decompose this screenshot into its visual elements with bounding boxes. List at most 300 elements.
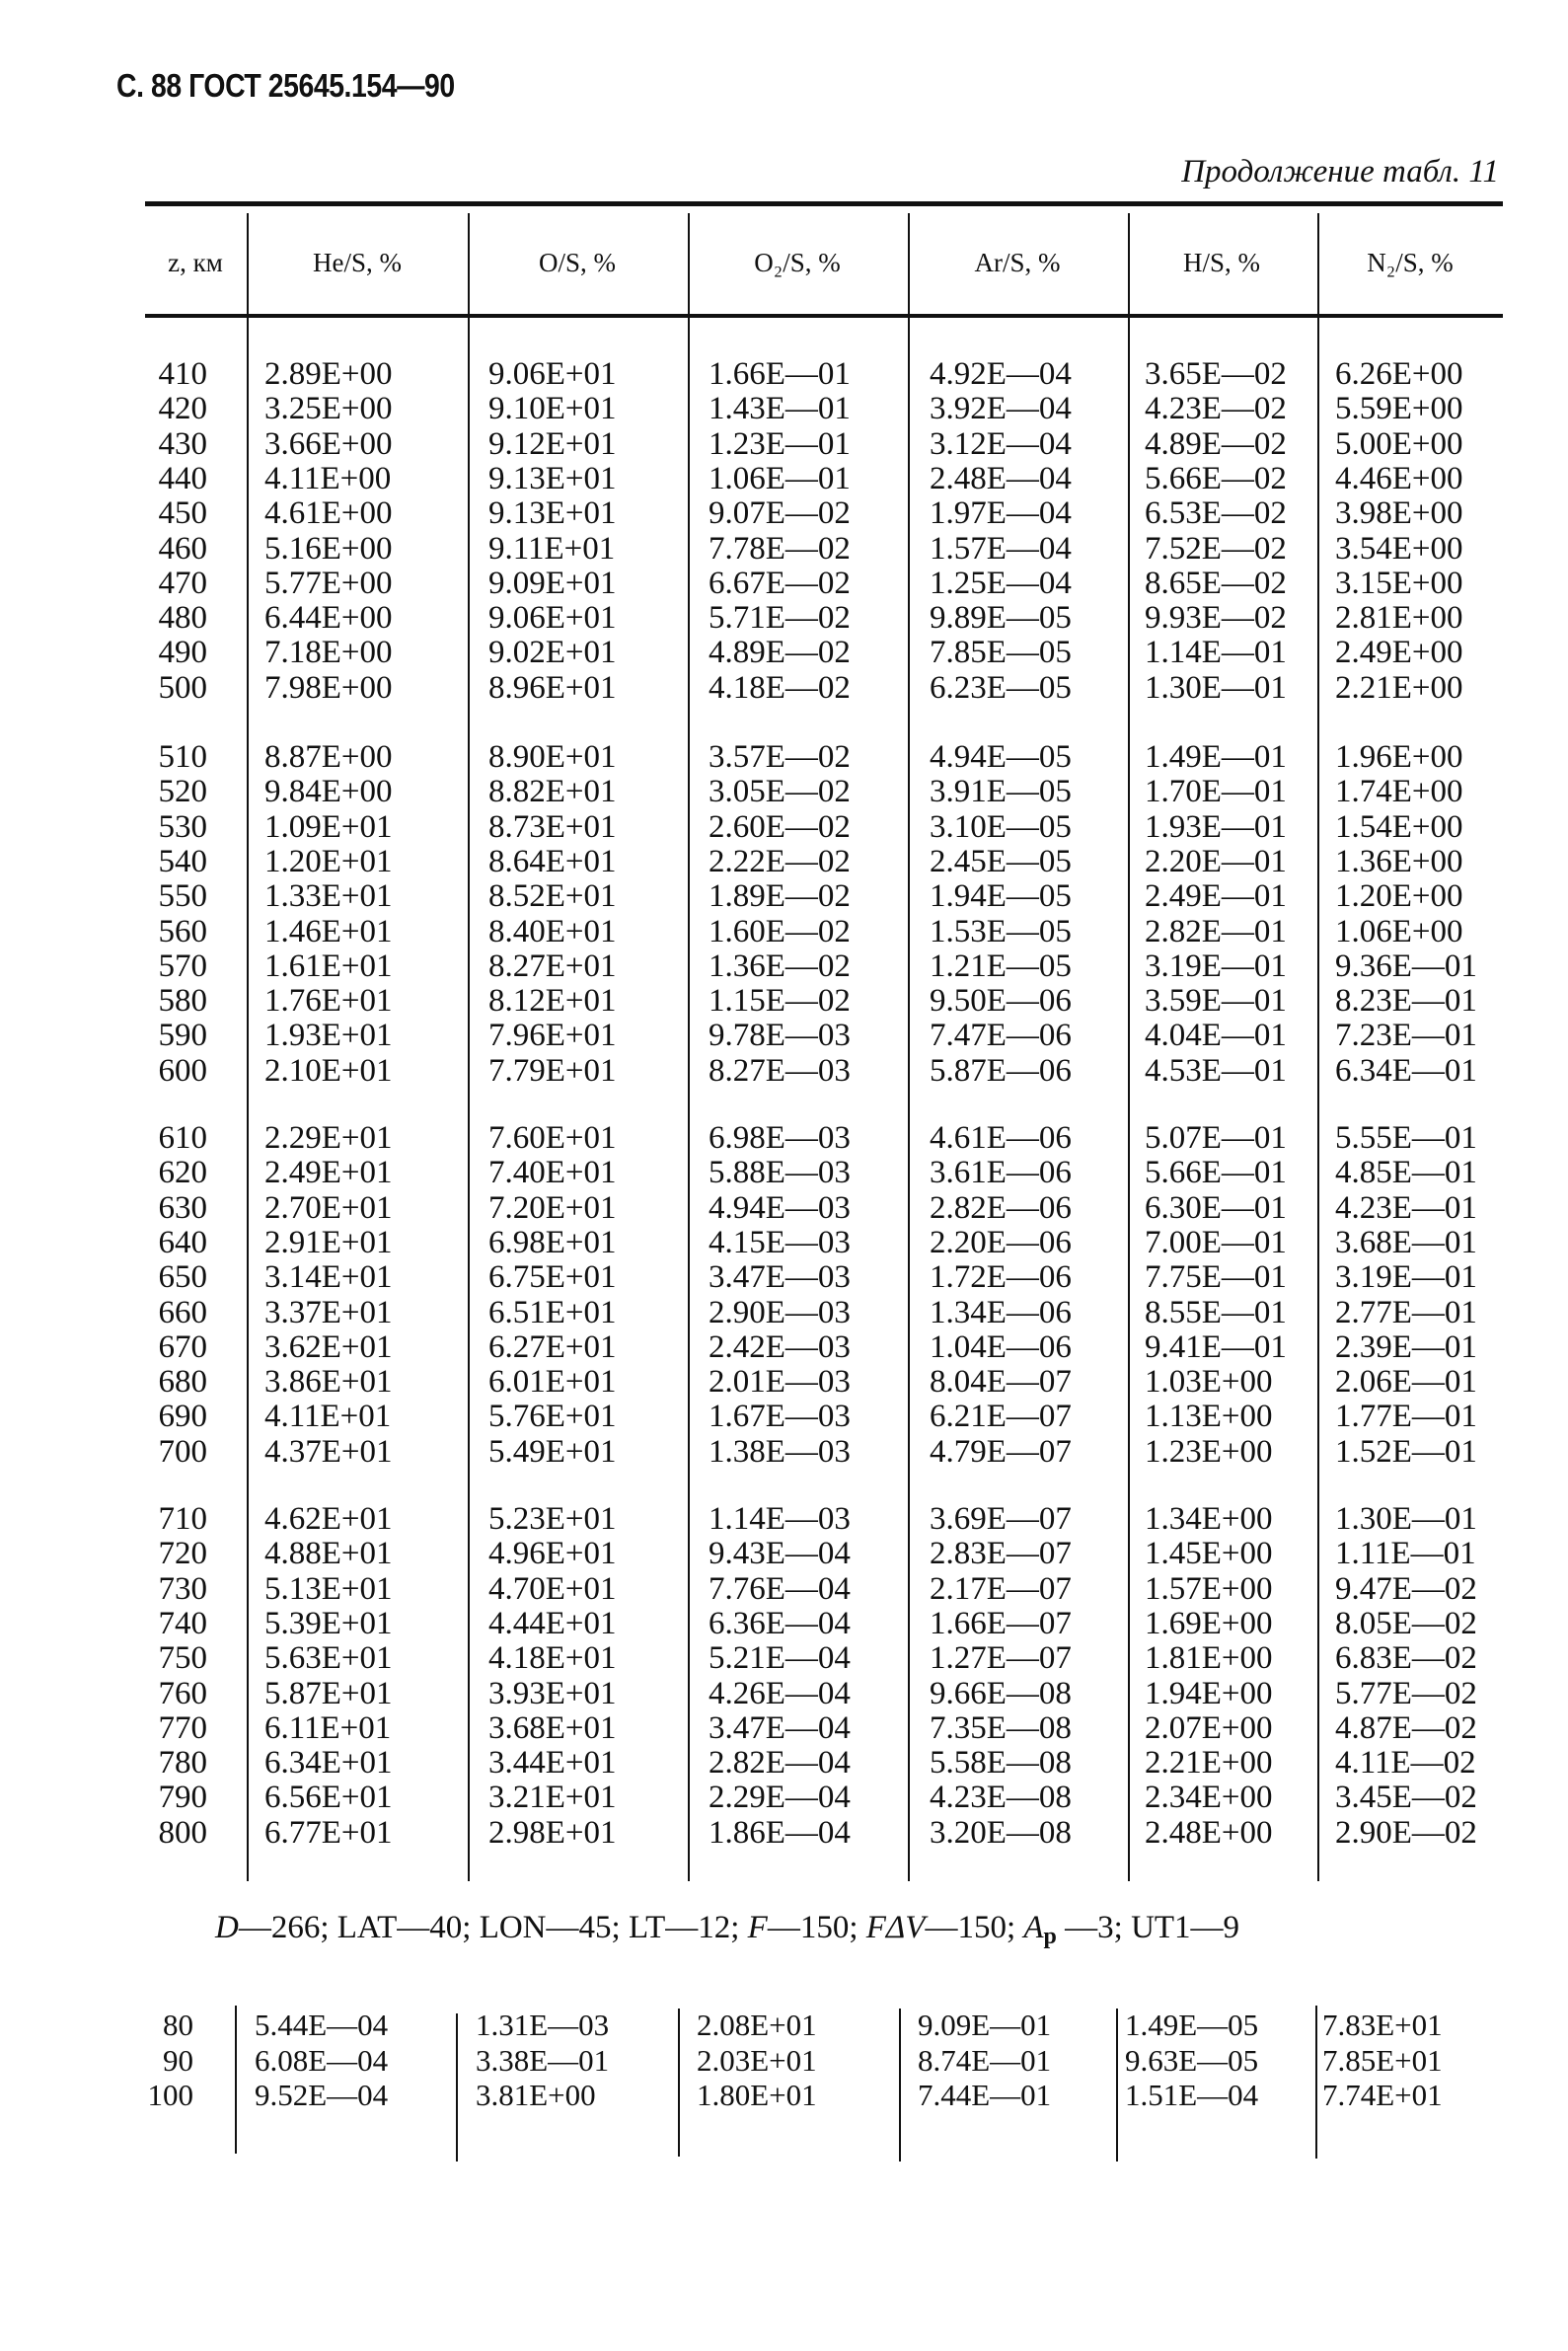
- cell-z: 470: [158, 565, 207, 601]
- cell-he: 1.20E+01: [264, 843, 393, 879]
- table-row: [0, 949, 1568, 984]
- cell-z: 690: [158, 1399, 207, 1435]
- cell-n2: 2.49E+00: [1335, 635, 1463, 671]
- cell-he: 4.11E+00: [264, 460, 392, 496]
- table-row: [0, 1677, 1568, 1711]
- cell-ar: 6.21E—07: [930, 1399, 1072, 1435]
- cell-h: 1.51E—04: [1125, 2078, 1259, 2112]
- cell-ar: 7.85E—05: [930, 635, 1072, 671]
- table-row: [0, 810, 1568, 845]
- cell-n2: 4.11E—02: [1335, 1745, 1476, 1782]
- cell-he: 9.84E+00: [264, 774, 393, 810]
- cell-z: 640: [158, 1224, 207, 1260]
- table-row: [0, 1607, 1568, 1641]
- cell-n2: 3.68E—01: [1335, 1224, 1477, 1260]
- cell-he: 5.16E+00: [264, 530, 393, 567]
- cell-he: 4.62E+01: [264, 1501, 393, 1537]
- cell-n2: 7.74E+01: [1322, 2078, 1443, 2112]
- cell-o: 4.96E+01: [488, 1536, 617, 1572]
- cell-h: 1.70E—01: [1145, 774, 1287, 810]
- cell-z: 480: [158, 600, 207, 637]
- cell-he: 6.08E—04: [255, 2042, 389, 2078]
- column-header-he: He/S, %: [313, 247, 402, 277]
- table-row: [0, 1781, 1568, 1815]
- cond-ap-sub: p: [1043, 1924, 1057, 1949]
- cell-he: 7.18E+00: [264, 635, 393, 671]
- cell-z: 550: [158, 878, 207, 915]
- cell-z: 440: [158, 460, 207, 496]
- cell-ar: 1.21E—05: [930, 948, 1072, 984]
- column-header-ar: Ar/S, %: [974, 247, 1061, 277]
- cell-z: 660: [158, 1294, 207, 1330]
- cell-ar: 2.83E—07: [930, 1536, 1072, 1572]
- table-row: [0, 1711, 1568, 1746]
- cell-o: 3.68E+01: [488, 1709, 617, 1746]
- cell-z: 590: [158, 1018, 207, 1054]
- table-row: [0, 1572, 1568, 1607]
- cell-ar: 3.61E—06: [930, 1155, 1072, 1191]
- table-row: [0, 567, 1568, 601]
- table-row: [0, 2078, 1568, 2112]
- cell-ar: 6.23E—05: [930, 669, 1072, 706]
- cell-o: 9.12E+01: [488, 425, 617, 462]
- cell-o: 4.70E+01: [488, 1570, 617, 1607]
- cell-he: 3.86E+01: [264, 1364, 393, 1401]
- cell-o2: 1.36E—02: [709, 948, 851, 984]
- cell-ar: 4.92E—04: [930, 356, 1072, 392]
- cell-he: 7.98E+00: [264, 669, 393, 706]
- cell-o2: 3.47E—03: [709, 1259, 851, 1296]
- cell-ar: 1.25E—04: [930, 565, 1072, 601]
- cell-o2: 1.15E—02: [709, 983, 851, 1020]
- table-row: [0, 1435, 1568, 1470]
- cell-h: 2.82E—01: [1145, 913, 1287, 949]
- cell-h: 1.49E—05: [1125, 2008, 1259, 2042]
- cell-ar: 3.12E—04: [930, 425, 1072, 462]
- cell-ar: 1.27E—07: [930, 1640, 1072, 1677]
- cell-z: 650: [158, 1259, 207, 1296]
- table-row: [0, 601, 1568, 636]
- cell-h: 2.20E—01: [1145, 843, 1287, 879]
- cell-h: 5.66E—01: [1145, 1155, 1287, 1191]
- cell-he: 6.44E+00: [264, 600, 393, 637]
- cell-n2: 5.00E+00: [1335, 425, 1463, 462]
- cell-ar: 3.10E—05: [930, 808, 1072, 845]
- cell-o: 9.06E+01: [488, 600, 617, 637]
- cell-n2: 1.96E+00: [1335, 739, 1463, 775]
- cell-z: 420: [158, 391, 207, 427]
- cell-o: 4.18E+01: [488, 1640, 617, 1677]
- cell-z: 490: [158, 635, 207, 671]
- cell-n2: 3.54E+00: [1335, 530, 1463, 567]
- table-row: [0, 1260, 1568, 1295]
- cell-o2: 2.29E—04: [709, 1780, 851, 1816]
- cell-he: 4.88E+01: [264, 1536, 393, 1572]
- cell-z: 780: [158, 1745, 207, 1782]
- cell-o2: 1.89E—02: [709, 878, 851, 915]
- cell-h: 1.69E+00: [1145, 1605, 1273, 1641]
- cell-o2: 1.43E—01: [709, 391, 851, 427]
- cell-o2: 5.88E—03: [709, 1155, 851, 1191]
- cell-he: 3.66E+00: [264, 425, 393, 462]
- cell-z: 710: [158, 1501, 207, 1537]
- table-row: [0, 1330, 1568, 1365]
- cell-o2: 2.03E+01: [697, 2042, 817, 2078]
- cell-h: 1.23E+00: [1145, 1433, 1273, 1470]
- table-row: [0, 775, 1568, 809]
- cond-ut: UT1—9: [1131, 1910, 1240, 1945]
- cell-ar: 1.04E—06: [930, 1328, 1072, 1365]
- cell-o: 8.73E+01: [488, 808, 617, 845]
- cell-h: 1.03E+00: [1145, 1364, 1273, 1401]
- cell-o2: 2.42E—03: [709, 1328, 851, 1365]
- cell-o2: 6.67E—02: [709, 565, 851, 601]
- cell-o: 8.27E+01: [488, 948, 617, 984]
- cell-h: 1.45E+00: [1145, 1536, 1273, 1572]
- cell-o: 9.06E+01: [488, 356, 617, 392]
- cell-h: 9.93E—02: [1145, 600, 1287, 637]
- table-row: [0, 1502, 1568, 1537]
- cell-ar: 7.47E—06: [930, 1018, 1072, 1054]
- cell-z: 510: [158, 739, 207, 775]
- cell-h: 1.34E+00: [1145, 1501, 1273, 1537]
- cell-o: 6.98E+01: [488, 1224, 617, 1260]
- cell-o2: 6.36E—04: [709, 1605, 851, 1641]
- cell-o2: 9.07E—02: [709, 495, 851, 532]
- cell-h: 2.21E+00: [1145, 1745, 1273, 1782]
- cell-z: 620: [158, 1155, 207, 1191]
- cell-z: 670: [158, 1328, 207, 1365]
- cell-he: 1.61E+01: [264, 948, 393, 984]
- table-continuation-label: Продолжение табл. 11: [1181, 154, 1499, 190]
- cell-h: 5.07E—01: [1145, 1120, 1287, 1156]
- table-row: [0, 1191, 1568, 1226]
- cell-h: 7.00E—01: [1145, 1224, 1287, 1260]
- cond-lon: LON—45;: [479, 1910, 629, 1945]
- cell-o: 3.21E+01: [488, 1780, 617, 1816]
- cell-he: 4.11E+01: [264, 1399, 392, 1435]
- cell-he: 2.29E+01: [264, 1120, 393, 1156]
- table-row: [0, 1226, 1568, 1260]
- conditions-line: [215, 1910, 1239, 1950]
- cell-z: 100: [147, 2078, 193, 2112]
- cell-he: 8.87E+00: [264, 739, 393, 775]
- cell-o: 2.98E+01: [488, 1814, 617, 1851]
- cell-z: 460: [158, 530, 207, 567]
- cell-h: 4.53E—01: [1145, 1052, 1287, 1089]
- cell-he: 3.37E+01: [264, 1294, 393, 1330]
- cell-h: 9.41E—01: [1145, 1328, 1287, 1365]
- cell-ar: 9.09E—01: [918, 2008, 1052, 2042]
- table-row: [0, 1641, 1568, 1676]
- cell-o2: 1.14E—03: [709, 1501, 851, 1537]
- cell-o: 7.79E+01: [488, 1052, 617, 1089]
- cell-n2: 8.05E—02: [1335, 1605, 1477, 1641]
- cell-n2: 9.47E—02: [1335, 1570, 1477, 1607]
- cell-o2: 4.89E—02: [709, 635, 851, 671]
- cell-o2: 1.60E—02: [709, 913, 851, 949]
- cell-h: 4.23E—02: [1145, 391, 1287, 427]
- cell-n2: 1.36E+00: [1335, 843, 1463, 879]
- cell-o2: 6.98E—03: [709, 1120, 851, 1156]
- table-row: [0, 1121, 1568, 1156]
- cell-o2: 1.66E—01: [709, 356, 851, 392]
- cell-he: 4.61E+00: [264, 495, 393, 532]
- cell-n2: 1.74E+00: [1335, 774, 1463, 810]
- cell-n2: 1.30E—01: [1335, 1501, 1477, 1537]
- cell-o: 9.09E+01: [488, 565, 617, 601]
- cell-o2: 1.06E—01: [709, 460, 851, 496]
- cell-h: 8.55E—01: [1145, 1294, 1287, 1330]
- cell-o2: 1.38E—03: [709, 1433, 851, 1470]
- cell-n2: 1.54E+00: [1335, 808, 1463, 845]
- cell-o2: 5.71E—02: [709, 600, 851, 637]
- cell-n2: 2.06E—01: [1335, 1364, 1477, 1401]
- cell-o: 3.44E+01: [488, 1745, 617, 1782]
- cell-o: 8.96E+01: [488, 669, 617, 706]
- cell-o: 6.51E+01: [488, 1294, 617, 1330]
- cell-ar: 2.20E—06: [930, 1224, 1072, 1260]
- cell-o: 5.49E+01: [488, 1433, 617, 1470]
- cell-ar: 7.35E—08: [930, 1709, 1072, 1746]
- cell-h: 2.34E+00: [1145, 1780, 1273, 1816]
- page-header-title: С. 88 ГОСТ 25645.154—90: [116, 67, 455, 104]
- cell-z: 680: [158, 1364, 207, 1401]
- table-row: [0, 1365, 1568, 1400]
- cell-h: 1.13E+00: [1145, 1399, 1273, 1435]
- cell-n2: 6.83E—02: [1335, 1640, 1477, 1677]
- cell-z: 560: [158, 913, 207, 949]
- cell-n2: 7.23E—01: [1335, 1018, 1477, 1054]
- cell-h: 2.48E+00: [1145, 1814, 1273, 1851]
- cell-o2: 8.27E—03: [709, 1052, 851, 1089]
- cell-ar: 3.91E—05: [930, 774, 1072, 810]
- cond-lat: LAT—40;: [336, 1910, 480, 1945]
- cell-ar: 9.50E—06: [930, 983, 1072, 1020]
- cell-ar: 1.53E—05: [930, 913, 1072, 949]
- cell-o: 3.93E+01: [488, 1675, 617, 1711]
- cell-he: 1.76E+01: [264, 983, 393, 1020]
- cell-ar: 1.94E—05: [930, 878, 1072, 915]
- table-row: [0, 357, 1568, 392]
- cell-n2: 1.52E—01: [1335, 1433, 1477, 1470]
- cell-o: 9.02E+01: [488, 635, 617, 671]
- cell-o2: 2.60E—02: [709, 808, 851, 845]
- table-row: [0, 1156, 1568, 1190]
- table-row: [0, 879, 1568, 914]
- cell-o: 7.20E+01: [488, 1189, 617, 1226]
- table-row: [0, 636, 1568, 670]
- cell-n2: 6.34E—01: [1335, 1052, 1477, 1089]
- cell-n2: 1.77E—01: [1335, 1399, 1477, 1435]
- cell-z: 90: [163, 2042, 193, 2078]
- cell-z: 750: [158, 1640, 207, 1677]
- cell-h: 2.07E+00: [1145, 1709, 1273, 1746]
- cell-ar: 3.92E—04: [930, 391, 1072, 427]
- cell-o2: 9.43E—04: [709, 1536, 851, 1572]
- cell-ar: 4.61E—06: [930, 1120, 1072, 1156]
- cell-he: 2.49E+01: [264, 1155, 393, 1191]
- table-row: [0, 496, 1568, 531]
- table-row: [0, 2043, 1568, 2078]
- cell-ar: 1.34E—06: [930, 1294, 1072, 1330]
- cell-n2: 1.20E+00: [1335, 878, 1463, 915]
- cell-z: 580: [158, 983, 207, 1020]
- cell-n2: 2.39E—01: [1335, 1328, 1477, 1365]
- cell-he: 3.14E+01: [264, 1259, 393, 1296]
- cell-z: 540: [158, 843, 207, 879]
- cell-n2: 7.85E+01: [1322, 2042, 1443, 2078]
- cell-o2: 2.08E+01: [697, 2008, 817, 2042]
- table-row: [0, 1537, 1568, 1571]
- cell-he: 2.89E+00: [264, 356, 393, 392]
- cell-ar: 8.04E—07: [930, 1364, 1072, 1401]
- cond-d-value: —266;: [238, 1910, 337, 1945]
- cell-n2: 9.36E—01: [1335, 948, 1477, 984]
- cell-h: 3.65E—02: [1145, 356, 1287, 392]
- cell-o: 6.27E+01: [488, 1328, 617, 1365]
- cell-n2: 2.90E—02: [1335, 1814, 1477, 1851]
- cell-o2: 4.26E—04: [709, 1675, 851, 1711]
- cell-n2: 7.83E+01: [1322, 2008, 1443, 2042]
- cond-ap-value: —3;: [1056, 1910, 1132, 1945]
- cell-o2: 1.80E+01: [697, 2078, 817, 2112]
- cell-ar: 3.20E—08: [930, 1814, 1072, 1851]
- cell-he: 6.34E+01: [264, 1745, 393, 1782]
- cell-z: 520: [158, 774, 207, 810]
- cell-o2: 4.94E—03: [709, 1189, 851, 1226]
- cell-z: 740: [158, 1605, 207, 1641]
- cell-o: 7.96E+01: [488, 1018, 617, 1054]
- cell-o2: 1.23E—01: [709, 425, 851, 462]
- cell-he: 5.87E+01: [264, 1675, 393, 1711]
- table-row: [0, 1816, 1568, 1851]
- cell-n2: 2.77E—01: [1335, 1294, 1477, 1330]
- table-row: [0, 1054, 1568, 1089]
- table-row: [0, 671, 1568, 706]
- cell-ar: 7.44E—01: [918, 2078, 1052, 2112]
- cell-n2: 4.85E—01: [1335, 1155, 1477, 1191]
- cell-h: 1.81E+00: [1145, 1640, 1273, 1677]
- cell-ar: 8.74E—01: [918, 2042, 1052, 2078]
- cell-ar: 4.23E—08: [930, 1780, 1072, 1816]
- cell-z: 770: [158, 1709, 207, 1746]
- cond-fdv-label: FΔV: [865, 1910, 926, 1945]
- cell-he: 6.11E+01: [264, 1709, 392, 1746]
- cell-o2: 1.67E—03: [709, 1399, 851, 1435]
- cell-o: 8.90E+01: [488, 739, 617, 775]
- cell-h: 1.94E+00: [1145, 1675, 1273, 1711]
- cell-o: 8.12E+01: [488, 983, 617, 1020]
- cond-fdv-value: —150;: [925, 1910, 1024, 1945]
- cell-he: 6.77E+01: [264, 1814, 393, 1851]
- table-row: [0, 427, 1568, 462]
- cond-f-value: —150;: [767, 1910, 866, 1945]
- cell-o: 8.82E+01: [488, 774, 617, 810]
- cell-h: 6.30E—01: [1145, 1189, 1287, 1226]
- cell-h: 7.52E—02: [1145, 530, 1287, 567]
- cell-n2: 4.87E—02: [1335, 1709, 1477, 1746]
- cell-n2: 8.23E—01: [1335, 983, 1477, 1020]
- cell-o2: 2.22E—02: [709, 843, 851, 879]
- cell-o2: 7.78E—02: [709, 530, 851, 567]
- cell-ar: 1.72E—06: [930, 1259, 1072, 1296]
- cell-o: 7.40E+01: [488, 1155, 617, 1191]
- table-row: [0, 915, 1568, 949]
- cell-z: 500: [158, 669, 207, 706]
- cell-ar: 1.57E—04: [930, 530, 1072, 567]
- cell-o: 6.75E+01: [488, 1259, 617, 1296]
- cell-o2: 2.90E—03: [709, 1294, 851, 1330]
- column-header-z: z, км: [168, 247, 223, 277]
- cell-o: 3.81E+00: [476, 2078, 596, 2112]
- cell-n2: 3.15E+00: [1335, 565, 1463, 601]
- cell-he: 3.62E+01: [264, 1328, 393, 1365]
- cell-o: 1.31E—03: [476, 2008, 610, 2042]
- table-row: [0, 532, 1568, 567]
- cell-n2: 2.81E+00: [1335, 600, 1463, 637]
- cell-n2: 1.06E+00: [1335, 913, 1463, 949]
- table-row: [0, 1746, 1568, 1781]
- cell-z: 790: [158, 1780, 207, 1816]
- cell-n2: 3.19E—01: [1335, 1259, 1477, 1296]
- table-row: [0, 1400, 1568, 1434]
- cell-he: 2.10E+01: [264, 1052, 393, 1089]
- cell-n2: 5.59E+00: [1335, 391, 1463, 427]
- cell-n2: 5.55E—01: [1335, 1120, 1477, 1156]
- cell-ar: 2.48E—04: [930, 460, 1072, 496]
- column-header-o: O/S, %: [538, 247, 616, 277]
- cell-he: 2.70E+01: [264, 1189, 393, 1226]
- cell-n2: 4.46E+00: [1335, 460, 1463, 496]
- cell-he: 9.52E—04: [255, 2078, 389, 2112]
- cell-h: 1.57E+00: [1145, 1570, 1273, 1607]
- cell-o2: 2.82E—04: [709, 1745, 851, 1782]
- cell-ar: 2.17E—07: [930, 1570, 1072, 1607]
- cell-he: 3.25E+00: [264, 391, 393, 427]
- column-header-o2: O₂/S, %: [754, 247, 841, 277]
- cell-z: 570: [158, 948, 207, 984]
- cell-he: 1.09E+01: [264, 808, 393, 845]
- cell-h: 1.49E—01: [1145, 739, 1287, 775]
- cell-z: 450: [158, 495, 207, 532]
- cell-o: 9.13E+01: [488, 460, 617, 496]
- cell-n2: 6.26E+00: [1335, 356, 1463, 392]
- cell-o: 5.23E+01: [488, 1501, 617, 1537]
- cell-he: 5.63E+01: [264, 1640, 393, 1677]
- cell-o: 8.40E+01: [488, 913, 617, 949]
- cell-n2: 1.11E—01: [1335, 1536, 1476, 1572]
- cell-o: 6.01E+01: [488, 1364, 617, 1401]
- cell-z: 610: [158, 1120, 207, 1156]
- cell-he: 2.91E+01: [264, 1224, 393, 1260]
- cell-z: 630: [158, 1189, 207, 1226]
- cell-h: 4.04E—01: [1145, 1018, 1287, 1054]
- cell-o: 8.64E+01: [488, 843, 617, 879]
- cell-ar: 2.45E—05: [930, 843, 1072, 879]
- cell-ar: 2.82E—06: [930, 1189, 1072, 1226]
- cell-n2: 3.98E+00: [1335, 495, 1463, 532]
- cell-z: 700: [158, 1433, 207, 1470]
- cell-o: 9.13E+01: [488, 495, 617, 532]
- table-row: [0, 740, 1568, 775]
- cell-ar: 4.94E—05: [930, 739, 1072, 775]
- cell-h: 2.49E—01: [1145, 878, 1287, 915]
- cell-o: 9.10E+01: [488, 391, 617, 427]
- cell-ar: 5.87E—06: [930, 1052, 1072, 1089]
- cell-z: 430: [158, 425, 207, 462]
- cell-he: 1.93E+01: [264, 1018, 393, 1054]
